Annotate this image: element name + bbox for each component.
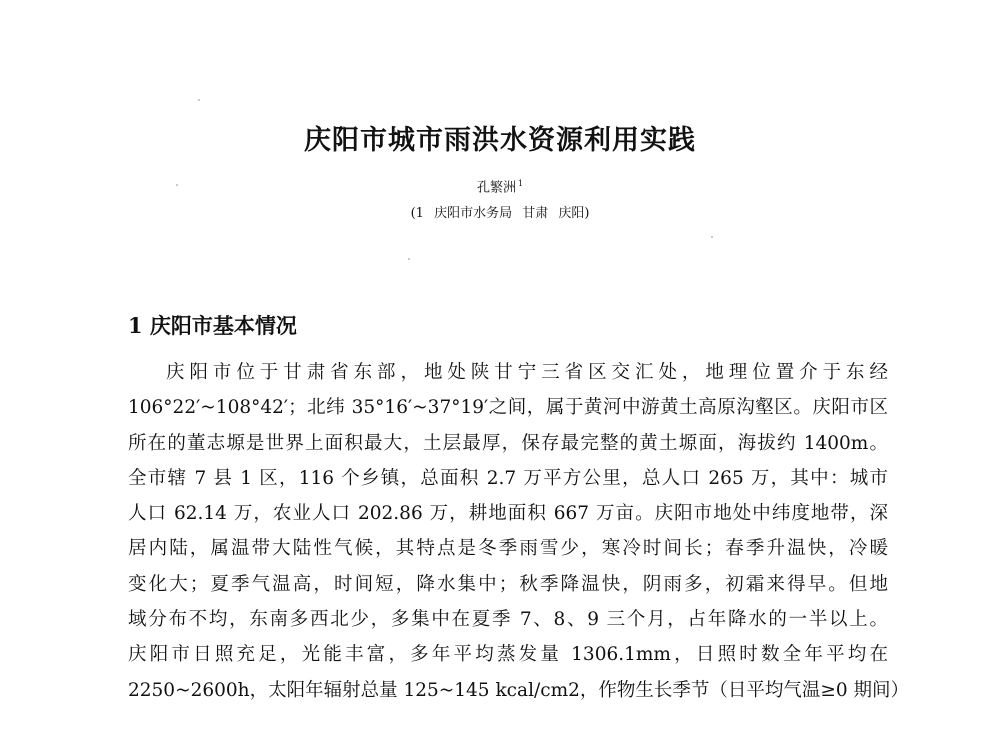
body-line: 庆阳市位于甘肃省东部，地处陕甘宁三省区交汇处，地理位置介于东经 (166, 362, 888, 383)
author-superscript: 1 (517, 179, 524, 188)
body-line: 人口 62.14 万，农业人口 202.86 万，耕地面积 667 万亩。庆阳市地处中纬度地带，深 (128, 503, 888, 525)
body-line: 域分布不均，东南多西北少，多集中在夏季 7、8、9 三个月，占年降水的一半以上。 (128, 609, 888, 631)
body-line: 所在的董志塬是世界上面积最大，土层最厚，保存最完整的黄土塬面，海拔约 1400m。 (128, 432, 888, 454)
body-line: 106°22′~108°42′；北纬 35°16′~37°19′之间，属于黄河中游黄土高原沟壑区。庆阳市区 (128, 397, 888, 419)
scan-speck (176, 184, 178, 186)
paper-title: 庆阳市城市雨洪水资源利用实践 (304, 125, 696, 156)
author-line (0, 175, 1000, 197)
body-paragraph (128, 355, 910, 708)
body-line: 变化大；夏季气温高，时间短，降水集中；秋季降温快，阴雨多，初霜来得早。但地 (128, 573, 888, 595)
body-line: 2250~2600h，太阳年辐射总量 125~145 kcal/cm2，作物生长季节（日平均气温≥0 期间） (128, 679, 910, 701)
author-affiliation: (1 庆阳市水务局 甘肃 庆阳) (410, 206, 590, 221)
scan-speck (408, 258, 410, 260)
section-heading: 1 庆阳市基本情况 (128, 313, 297, 338)
body-line: 全市辖 7 县 1 区，116 个乡镇，总面积 2.7 万平方公里，总人口 265 万，其中：城市 (128, 467, 888, 489)
author-name: 孔繁洲 (476, 180, 516, 196)
scan-speck (711, 236, 713, 238)
scan-speck (198, 99, 200, 101)
body-line: 庆阳市日照充足，光能丰富，多年平均蒸发量 1306.1mm，日照时数全年平均在 (128, 644, 888, 666)
body-line: 居内陆，属温带大陆性气候，其特点是冬季雨雪少，寒冷时间长；春季升温快，冷暖 (128, 538, 888, 560)
